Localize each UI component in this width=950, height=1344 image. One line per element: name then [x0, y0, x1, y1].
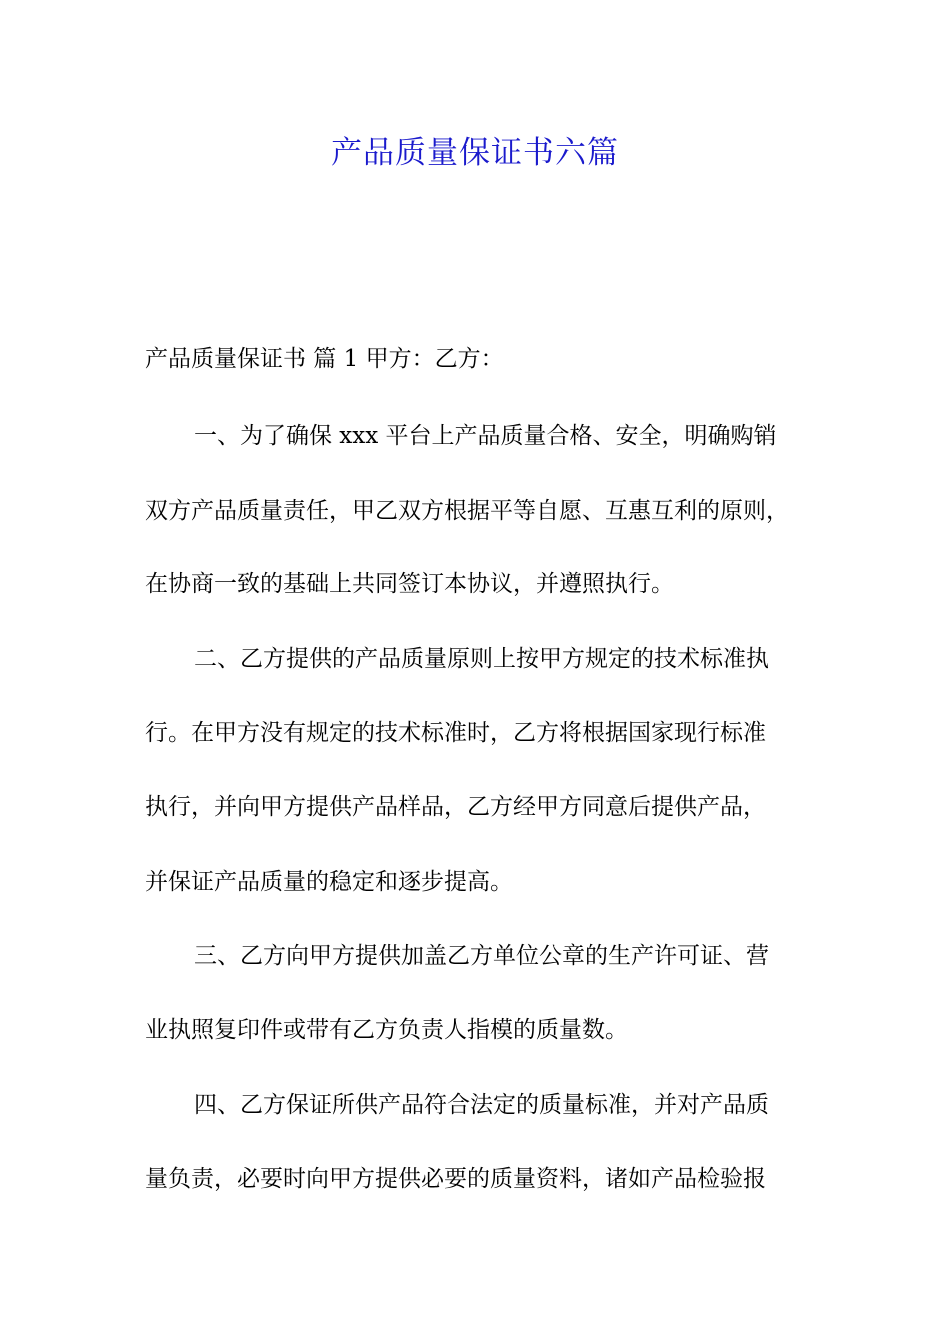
paragraph-3-line-3: 执行，并向甲方提供产品样品，乙方经甲方同意后提供产品，: [145, 794, 766, 820]
paragraph-2-line-2: 双方产品质量责任，甲乙双方根据平等自愿、互惠互利的原则，: [145, 498, 789, 524]
paragraph-5-line-2: 量负责，必要时向甲方提供必要的质量资料，诸如产品检验报: [145, 1166, 766, 1192]
paragraph-4-line-1: 三、乙方向甲方提供加盖乙方单位公章的生产许可证、营: [194, 943, 769, 969]
paragraph-2-line-3: 在协商一致的基础上共同签订本协议，并遵照执行。: [145, 571, 674, 597]
paragraph-5-line-1: 四、乙方保证所供产品符合法定的质量标准，并对产品质: [194, 1092, 769, 1118]
paragraph-3-line-4: 并保证产品质量的稳定和逐步提高。: [145, 869, 513, 895]
paragraph-2-line-1: 一、为了确保 xxx 平台上产品质量合格、安全，明确购销: [194, 423, 777, 449]
paragraph-3-line-1: 二、乙方提供的产品质量原则上按甲方规定的技术标准执: [194, 646, 769, 672]
paragraph-4-line-2: 业执照复印件或带有乙方负责人指模的质量数。: [145, 1017, 628, 1043]
paragraph-3-line-2: 行。在甲方没有规定的技术标准时，乙方将根据国家现行标准: [145, 720, 766, 746]
document-title: 产品质量保证书六篇: [331, 135, 619, 171]
paragraph-1-line-1: 产品质量保证书 篇 1 甲方：乙方：: [145, 346, 504, 372]
